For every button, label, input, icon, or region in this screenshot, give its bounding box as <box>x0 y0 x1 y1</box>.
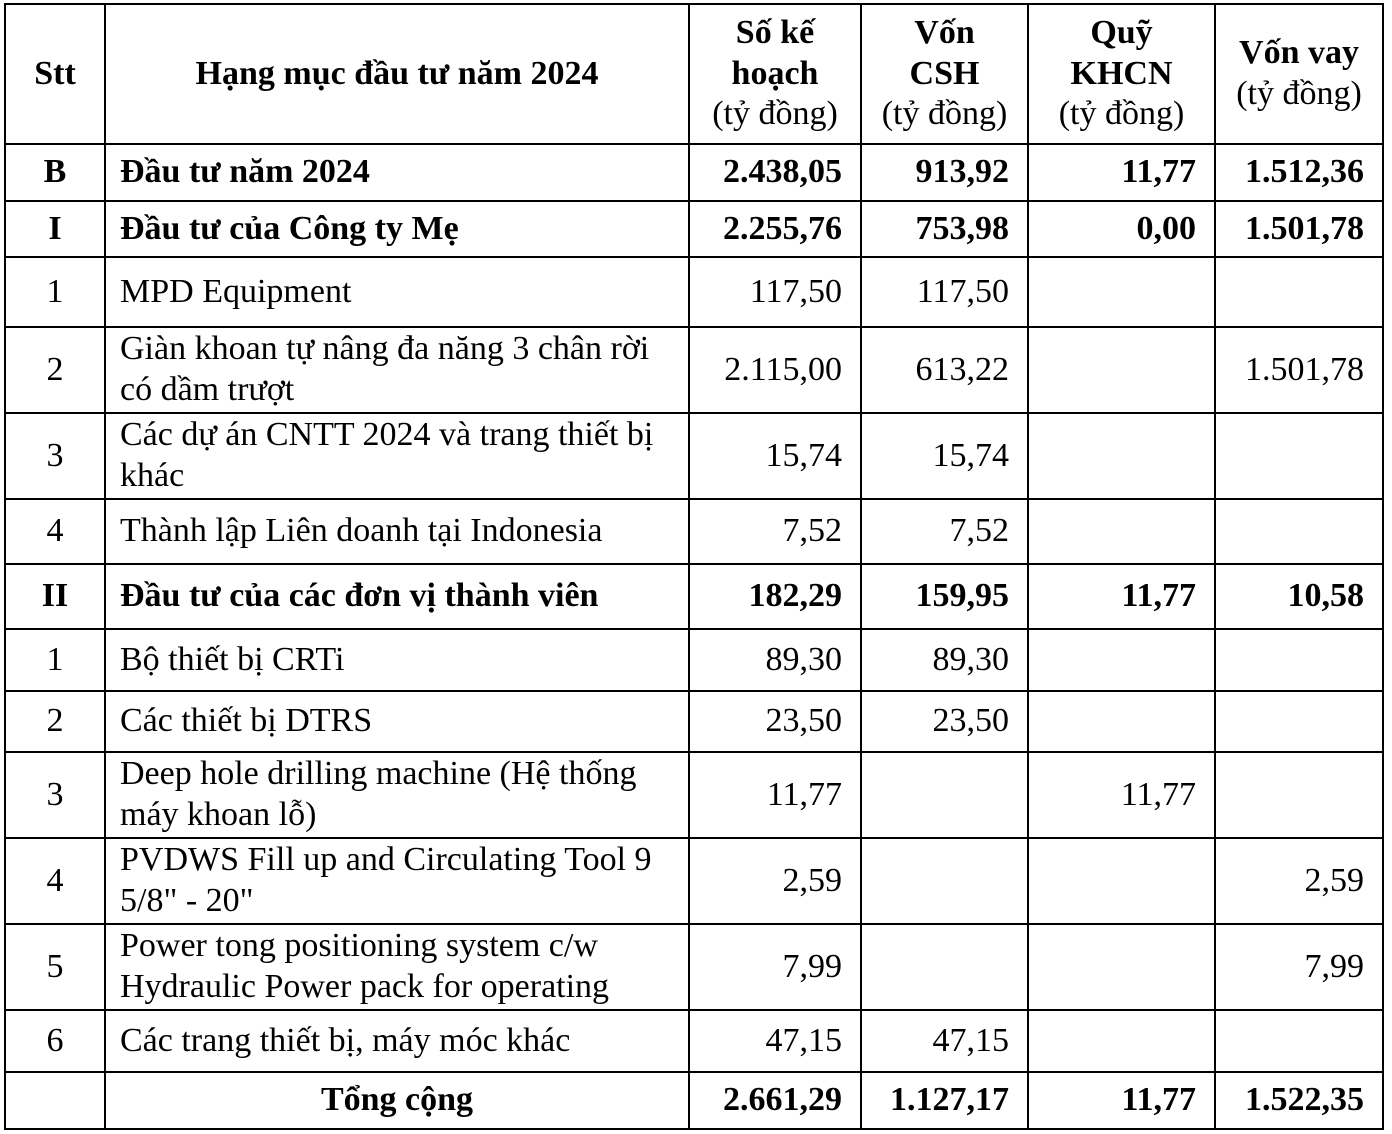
cell-item: Đầu tư của Công ty Mẹ <box>105 201 689 257</box>
header-plan-line2: hoạch <box>731 54 819 92</box>
cell-stt: 6 <box>5 1010 105 1072</box>
cell-stt: 3 <box>5 413 105 499</box>
cell-item: Đầu tư năm 2024 <box>105 144 689 201</box>
cell-loan: 1.522,35 <box>1215 1072 1383 1129</box>
cell-item: Các thiết bị DTRS <box>105 691 689 752</box>
table-row <box>5 838 1383 924</box>
table-row <box>5 327 1383 413</box>
header-plan <box>689 4 861 144</box>
cell-equity: 15,74 <box>861 413 1028 499</box>
cell-stt <box>5 1072 105 1129</box>
cell-equity: 7,52 <box>861 499 1028 564</box>
cell-stt: 4 <box>5 838 105 924</box>
cell-equity: 23,50 <box>861 691 1028 752</box>
cell-item: Thành lập Liên doanh tại Indonesia <box>105 499 689 564</box>
table-row <box>5 257 1383 327</box>
cell-stt: I <box>5 201 105 257</box>
cell-plan: 11,77 <box>689 752 861 838</box>
cell-item: Đầu tư của các đơn vị thành viên <box>105 564 689 629</box>
cell-equity: 117,50 <box>861 257 1028 327</box>
cell-loan <box>1215 499 1383 564</box>
header-plan-unit: (tỷ đồng) <box>712 95 838 133</box>
investment-table <box>4 3 1384 1130</box>
table-row <box>5 752 1383 838</box>
table-row <box>5 691 1383 752</box>
cell-loan: 1.512,36 <box>1215 144 1383 201</box>
header-fund-line2: KHCN <box>1070 54 1173 92</box>
cell-item: Giàn khoan tự nâng đa năng 3 chân rời có dầm trượt <box>105 327 689 413</box>
cell-stt: 5 <box>5 924 105 1010</box>
cell-item: PVDWS Fill up and Circulating Tool 9 5/8" - 20" <box>105 838 689 924</box>
cell-loan <box>1215 257 1383 327</box>
cell-plan: 7,52 <box>689 499 861 564</box>
table-row <box>5 564 1383 629</box>
header-equity-unit: (tỷ đồng) <box>881 95 1008 133</box>
header-fund-unit: (tỷ đồng) <box>1058 95 1185 133</box>
table-row <box>5 144 1383 201</box>
cell-stt: 1 <box>5 257 105 327</box>
header-equity-line2: CSH <box>909 54 980 92</box>
cell-equity <box>861 838 1028 924</box>
cell-plan: 2.115,00 <box>689 327 861 413</box>
cell-loan <box>1215 1010 1383 1072</box>
cell-equity: 913,92 <box>861 144 1028 201</box>
cell-fund: 11,77 <box>1028 1072 1215 1129</box>
cell-loan: 1.501,78 <box>1215 327 1383 413</box>
total-row <box>5 1072 1383 1129</box>
cell-plan: 23,50 <box>689 691 861 752</box>
header-equity-line1: Vốn <box>914 13 975 51</box>
cell-fund <box>1028 499 1215 564</box>
header-equity <box>861 4 1028 144</box>
cell-stt: 1 <box>5 629 105 691</box>
header-fund <box>1028 4 1215 144</box>
cell-loan <box>1215 752 1383 838</box>
cell-loan <box>1215 691 1383 752</box>
cell-equity: 89,30 <box>861 629 1028 691</box>
cell-equity: 1.127,17 <box>861 1072 1028 1129</box>
cell-equity: 753,98 <box>861 201 1028 257</box>
table-row <box>5 629 1383 691</box>
header-row <box>5 4 1383 144</box>
cell-plan: 2,59 <box>689 838 861 924</box>
cell-equity: 159,95 <box>861 564 1028 629</box>
header-loan <box>1215 4 1383 144</box>
cell-fund <box>1028 691 1215 752</box>
cell-plan: 47,15 <box>689 1010 861 1072</box>
cell-loan <box>1215 413 1383 499</box>
cell-fund <box>1028 257 1215 327</box>
cell-item: Power tong positioning system c/w Hydraulic Power pack for operating <box>105 924 689 1010</box>
header-plan-line1: Số kế <box>735 13 815 51</box>
cell-plan: 182,29 <box>689 564 861 629</box>
cell-item: Các dự án CNTT 2024 và trang thiết bị khác <box>105 413 689 499</box>
cell-fund: 11,77 <box>1028 752 1215 838</box>
cell-loan: 10,58 <box>1215 564 1383 629</box>
cell-equity: 613,22 <box>861 327 1028 413</box>
cell-loan: 1.501,78 <box>1215 201 1383 257</box>
cell-fund <box>1028 413 1215 499</box>
table-row <box>5 924 1383 1010</box>
cell-plan: 2.438,05 <box>689 144 861 201</box>
header-loan-unit: (tỷ đồng) <box>1236 75 1362 112</box>
cell-loan: 2,59 <box>1215 838 1383 924</box>
cell-plan: 89,30 <box>689 629 861 691</box>
cell-fund <box>1028 629 1215 691</box>
cell-equity <box>861 924 1028 1010</box>
cell-item: Các trang thiết bị, máy móc khác <box>105 1010 689 1072</box>
cell-plan: 2.255,76 <box>689 201 861 257</box>
cell-stt: B <box>5 144 105 201</box>
table-row <box>5 499 1383 564</box>
table-row <box>5 1010 1383 1072</box>
header-loan-line1: Vốn vay <box>1239 34 1359 72</box>
cell-fund: 0,00 <box>1028 201 1215 257</box>
cell-item: Tổng cộng <box>105 1072 689 1129</box>
cell-item: Bộ thiết bị CRTi <box>105 629 689 691</box>
table-row <box>5 413 1383 499</box>
cell-fund <box>1028 924 1215 1010</box>
cell-fund <box>1028 327 1215 413</box>
header-stt: Stt <box>5 4 105 144</box>
cell-item: Deep hole drilling machine (Hệ thống máy khoan lỗ) <box>105 752 689 838</box>
cell-stt: 2 <box>5 691 105 752</box>
cell-fund: 11,77 <box>1028 144 1215 201</box>
cell-item: MPD Equipment <box>105 257 689 327</box>
cell-plan: 117,50 <box>689 257 861 327</box>
cell-stt: 2 <box>5 327 105 413</box>
cell-plan: 15,74 <box>689 413 861 499</box>
cell-loan: 7,99 <box>1215 924 1383 1010</box>
cell-plan: 7,99 <box>689 924 861 1010</box>
cell-stt: 4 <box>5 499 105 564</box>
cell-loan <box>1215 629 1383 691</box>
cell-fund <box>1028 1010 1215 1072</box>
table-row <box>5 201 1383 257</box>
cell-plan: 2.661,29 <box>689 1072 861 1129</box>
cell-equity: 47,15 <box>861 1010 1028 1072</box>
header-fund-line1: Quỹ <box>1090 13 1153 51</box>
cell-equity <box>861 752 1028 838</box>
cell-fund: 11,77 <box>1028 564 1215 629</box>
cell-stt: II <box>5 564 105 629</box>
header-item: Hạng mục đầu tư năm 2024 <box>105 4 689 144</box>
cell-stt: 3 <box>5 752 105 838</box>
cell-fund <box>1028 838 1215 924</box>
